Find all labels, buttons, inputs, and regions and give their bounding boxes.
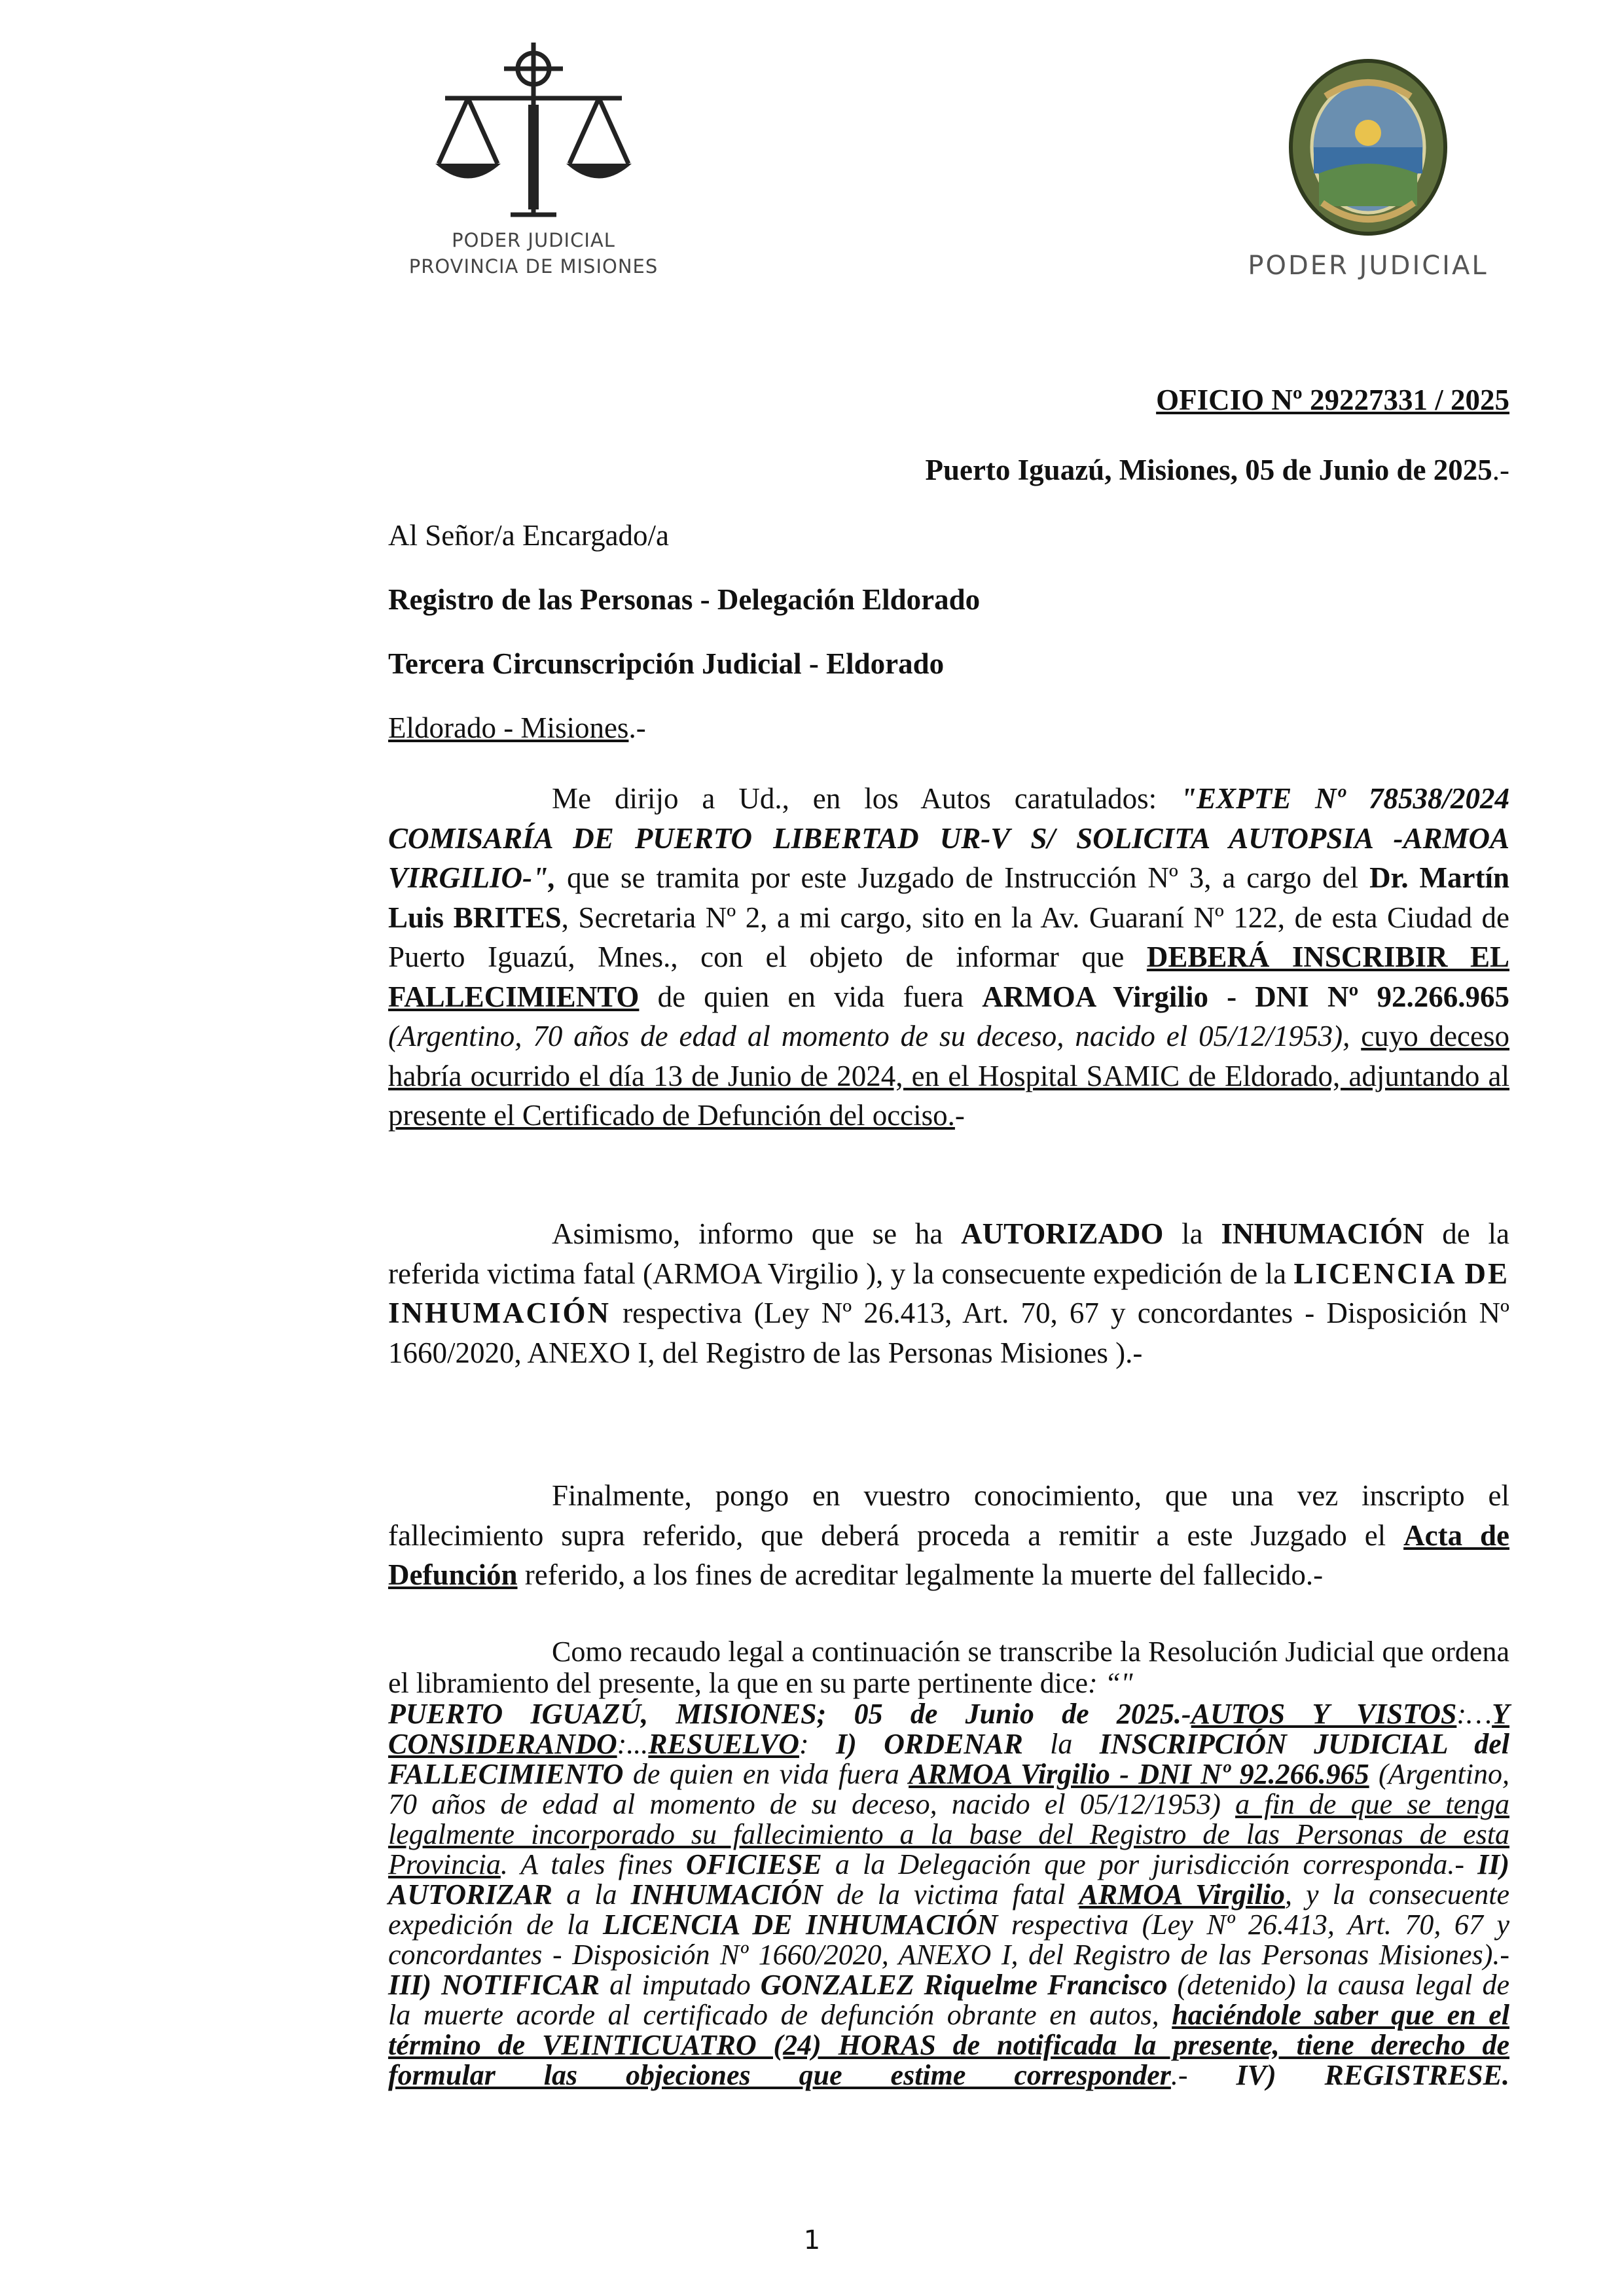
- resolution-text: (detenido) la causa legal de la muerte acorde al certificado de defunción obrante en autos,: [388, 1969, 1509, 2031]
- resolution-text: (Argentino, 70 años de edad al momento de su deceso, nacido el 05/12/1953): [388, 1758, 1509, 1820]
- resolution-text: . A tales fines: [500, 1848, 686, 1880]
- order-text: DEBERÁ INSCRIBIR EL FALLECIMIENTO: [388, 941, 1509, 1013]
- resolution-text: de la victima fatal: [822, 1878, 1079, 1910]
- scales-of-justice-icon: [432, 39, 635, 223]
- death-certificate: Acta de Defunción: [388, 1518, 1509, 1591]
- p3-text: referido, a los fines de acreditar legalmente la muerte del fallecido.-: [517, 1558, 1324, 1591]
- addressee-place-text: Eldorado - Misiones: [388, 711, 629, 744]
- p1-text: [1350, 1020, 1361, 1052]
- resolution-text: a la Delegación que por jurisdicción corresponda.-: [821, 1848, 1478, 1880]
- p1-text: que se tramita por este Juzgado de Instrucción Nº 3, a cargo del: [556, 861, 1370, 894]
- paragraph-2: [388, 1214, 1509, 1372]
- resolution-item-2: II) AUTORIZAR: [388, 1848, 1510, 1910]
- p2-text: la: [1163, 1217, 1221, 1250]
- burial-license: LICENCIA DE INHUMACIÓN: [388, 1257, 1509, 1329]
- resolution-text: :…: [1456, 1698, 1492, 1730]
- logo-poder-judicial-right: [1231, 56, 1506, 291]
- resolution-text: :: [799, 1728, 836, 1760]
- p2-text: Asimismo, informo que se ha: [552, 1217, 962, 1250]
- resolution-purpose: a fin de que se tenga legalmente incorporado su fallecimiento a la base del Registro de las Personas de esta Provincia: [388, 1788, 1509, 1880]
- resolution-victim: ARMOA Virgilio: [1079, 1878, 1285, 1910]
- page-number: 1: [803, 2225, 821, 2255]
- resolution-text: al imputado: [600, 1969, 761, 2001]
- logo-poder-judicial-left: [393, 39, 674, 301]
- p1-text: de quien en vida fuera: [639, 980, 983, 1013]
- p2-text: ).-: [1115, 1336, 1143, 1369]
- addressee-district: Tercera Circunscripción Judicial - Eldorado: [388, 647, 945, 680]
- burial-text: INHUMACIÓN: [1221, 1217, 1424, 1250]
- paragraph-1: [388, 779, 1509, 1136]
- resolution-inscripcion: INSCRIPCIÓN JUDICIAL del FALLECIMIENTO: [388, 1728, 1509, 1790]
- resolution-autos: AUTOS Y VISTOS: [1191, 1698, 1457, 1730]
- resolution-item-1: I) ORDENAR: [835, 1728, 1023, 1760]
- case-title: "EXPTE Nº 78538/2024 COMISARÍA DE PUERTO LIBERTAD UR-V S/ SOLICITA AUTOPSIA -ARMOA VIRGILIO-",: [388, 782, 1509, 894]
- resolution-text: la: [1022, 1728, 1100, 1760]
- addressee-place: [388, 711, 646, 745]
- deceased-name: ARMOA Virgilio - DNI Nº 92.266.965: [982, 980, 1509, 1013]
- logo-left-line1: PODER JUDICIAL: [452, 229, 615, 251]
- resolution-heading: PUERTO IGUAZÚ, MISIONES; 05 de Junio de 2025.-: [388, 1698, 1191, 1730]
- p4-intro-text: Como recaudo legal a continuación se transcribe la Resolución Judicial que ordena el libramiento del presente, la que en su parte pertinente dice: [388, 1636, 1509, 1699]
- p1-text: , Secretaria Nº 2, a mi cargo, sito en la Av. Guaraní Nº 122, de esta Ciudad de Puerto Iguazú, Mnes., con el objeto de informar que: [388, 901, 1509, 973]
- p2-text: de la referida victima fatal (ARMOA Virgilio: [388, 1217, 1509, 1290]
- p2-text: ), y la consecuente expedición de la: [866, 1257, 1294, 1290]
- misiones-seal-icon: [1280, 56, 1456, 239]
- p3-text: Finalmente, pongo en vuestro conocimiento, que una vez inscripto el fallecimiento supra referido, que deberá proceda a remitir a este Juzgado el: [388, 1479, 1509, 1552]
- resolution-transcript: [388, 1699, 1509, 2090]
- addressee-place-suffix: .-: [628, 711, 646, 744]
- resolution-deceased: ARMOA Virgilio - DNI Nº 92.266.965: [909, 1758, 1369, 1790]
- authorized-text: AUTORIZADO: [961, 1217, 1164, 1250]
- resolution-resuelvo: RESUELVO: [648, 1728, 799, 1760]
- resolution-accused: GONZALEZ Riquelme Francisco: [760, 1969, 1168, 2001]
- paragraph-3: [388, 1476, 1509, 1595]
- logo-right-caption: PODER JUDICIAL: [1248, 251, 1489, 281]
- logo-left-line2: PROVINCIA DE MISIONES: [408, 255, 659, 278]
- resolution-item-3: III) NOTIFICAR: [388, 1969, 600, 2001]
- p4-intro-colon: : “": [1088, 1667, 1133, 1699]
- resolution-notice: haciéndole saber que en el término de VEINTICUATRO (24) HORAS de notificada la presente, tiene derecho de formular las objeciones que estime corresponder: [388, 1999, 1509, 2091]
- resolution-text: :...: [617, 1728, 649, 1760]
- resolution-considerando: Y CONSIDERANDO: [388, 1698, 1509, 1760]
- oficio-number: OFICIO Nº 29227331 / 2025: [1156, 384, 1509, 416]
- date-line: [925, 453, 1509, 487]
- date-suffix: .-: [1492, 454, 1509, 486]
- p1-text: Me dirijo a Ud., en los Autos caratulados:: [552, 782, 1181, 815]
- p1-suffix: -: [954, 1099, 965, 1132]
- resolution-inhumacion: INHUMACIÓN: [630, 1878, 823, 1910]
- deceased-details: (Argentino, 70 años de edad al momento de su deceso, nacido el 05/12/1953),: [388, 1020, 1350, 1052]
- resolution-item-4: IV) REGISTRESE.: [1236, 2059, 1509, 2091]
- resolution-text: de quien en vida fuera: [623, 1758, 909, 1790]
- paragraph-4-intro: [388, 1636, 1509, 1699]
- addressee-salutation: Al Señor/a Encargado/a: [388, 519, 670, 552]
- resolution-license: LICENCIA DE INHUMACIÓN: [602, 1909, 998, 1941]
- death-details: cuyo deceso habría ocurrido el día 13 de Junio de 2024, en el Hospital SAMIC de Eldorado, adjuntando al presente el Certificado de Defunción del occiso.: [388, 1020, 1509, 1132]
- judge-name: Dr. Martín Luis BRITES: [388, 861, 1509, 934]
- resolution-text: a la: [552, 1878, 631, 1910]
- resolution-text: .-: [1170, 2059, 1236, 2091]
- resolution-oficiese: OFICIESE: [685, 1848, 822, 1880]
- p2-text: respectiva (Ley Nº 26.413, Art. 70, 67 y concordantes - Disposición Nº 1660/2020, ANEXO I, del Registro de las Personas Misiones: [388, 1297, 1509, 1369]
- resolution-text: respectiva (Ley Nº 26.413, Art. 70, 67 y concordantes - Disposición Nº 1660/2020, ANEXO I, del Registro de las Personas Misiones).-: [388, 1909, 1509, 1971]
- resolution-text: , y la consecuente expedición de la: [388, 1878, 1509, 1941]
- date-text: Puerto Iguazú, Misiones, 05 de Junio de 2025: [925, 454, 1492, 486]
- addressee-office: Registro de las Personas - Delegación Eldorado: [388, 583, 981, 616]
